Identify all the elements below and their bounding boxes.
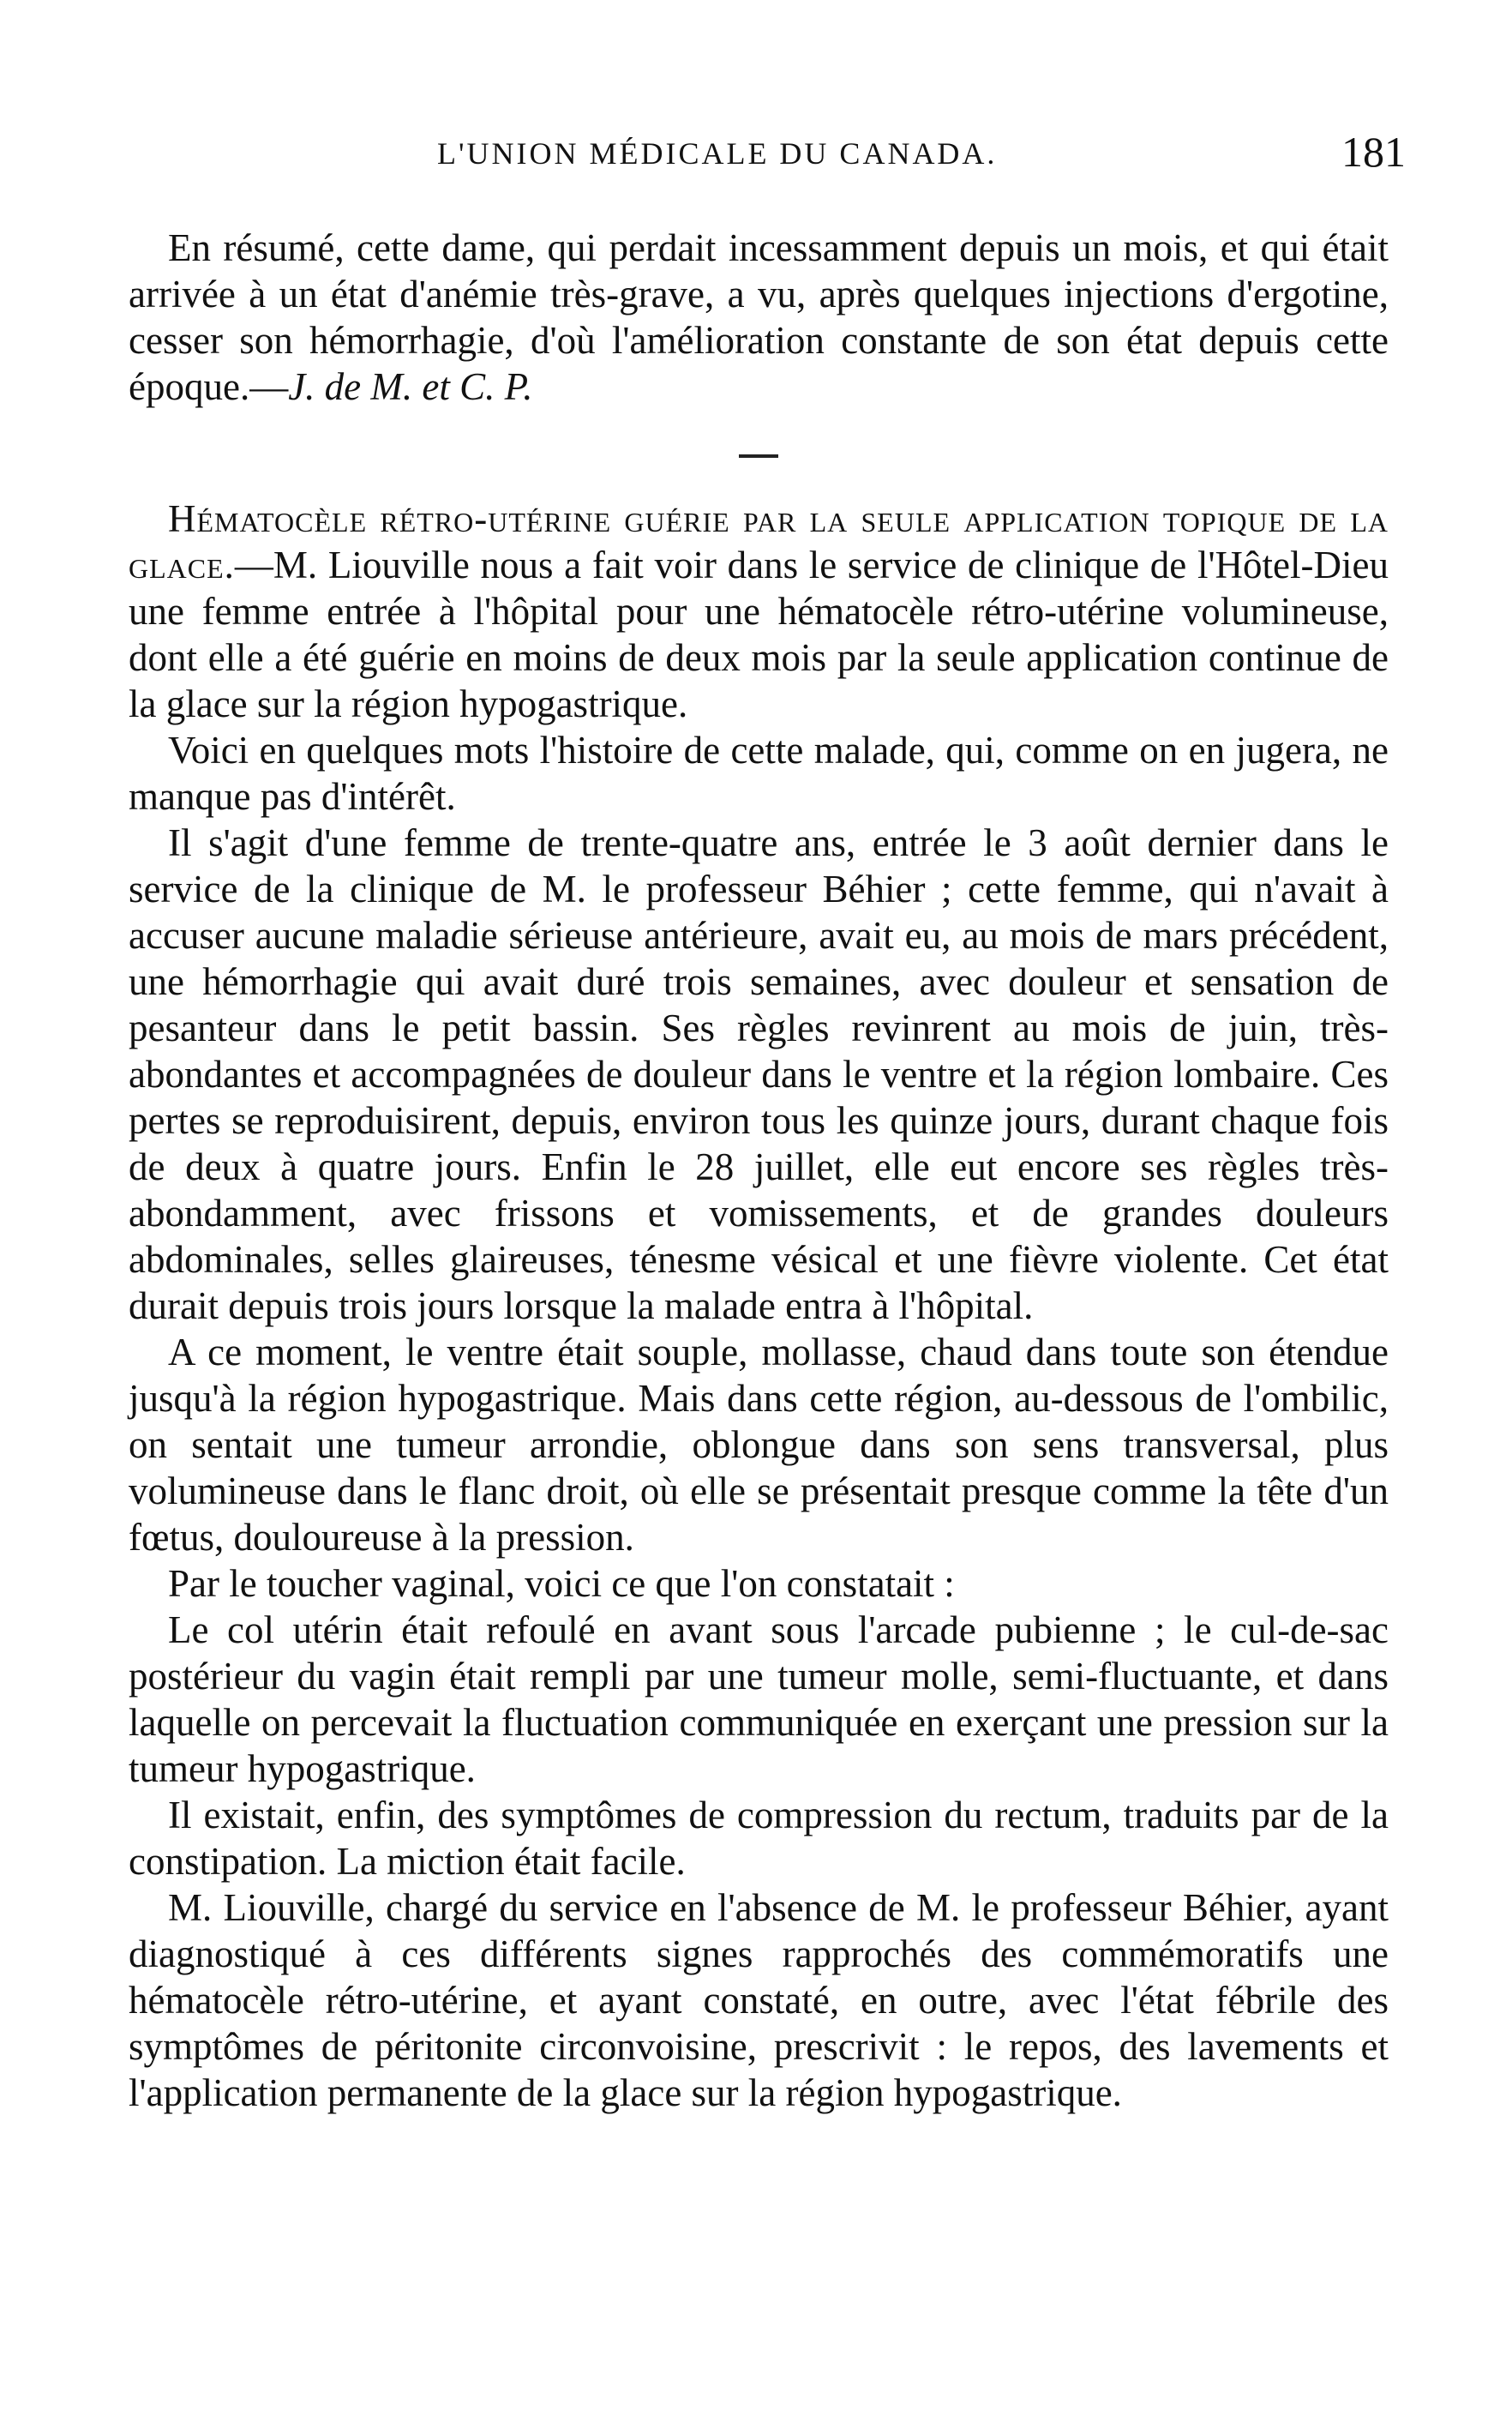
page-body [129, 225, 1389, 2116]
paragraph: M. Liouville, chargé du service en l'absence de M. le professeur Béhier, ayant diagnostiqué à ces différents signes rapprochés des commémoratifs une hématocèle rétro-utérine, et ayant constaté, en outre, avec l'état fébrile des symptômes de péritonite circonvoisine, prescrivit : le repos, des lavements et l'application permanente de la glace sur la région hypogastrique. [129, 1886, 1389, 2114]
page-number: 181 [1341, 128, 1406, 176]
journal-citation: J. de M. et C. P. [288, 365, 533, 408]
paragraph-summary [129, 225, 1389, 410]
paragraph: Voici en quelques mots l'histoire de cette malade, qui, comme on en jugera, ne manque pas d'intérêt. [129, 729, 1389, 818]
article-heading: Hématocèle rétro-utérine guérie par la seule application topique de la glace. [129, 497, 1389, 586]
paragraph: Il s'agit d'une femme de trente-quatre ans, entrée le 3 août dernier dans le service de la clinique de M. le professeur Béhier ; cette femme, qui n'avait à accuser aucune maladie sérieuse antérieure, avait eu, au mois de mars précédent, une hémorrhagie qui avait duré trois semaines, avec douleur et sensation de pesanteur dans le petit bassin. Ses règles revinrent au mois de juin, très-abondantes et accompagnées de douleur dans le ventre et la région lombaire. Ces pertes se reproduisirent, depuis, environ tous les quinze jours, durant chaque fois de deux à quatre jours. Enfin le 28 juillet, elle eut encore ses règles très-abondamment, avec frissons et vomissements, et de grandes douleurs abdominales, selles glaireuses, ténesme vésical et une fièvre violente. Cet état durait depuis trois jours lorsque la malade entra à l'hôpital. [129, 821, 1389, 1327]
paragraph: Il existait, enfin, des symptômes de compression du rectum, traduits par de la constipation. La miction était facile. [129, 1794, 1389, 1883]
page-header [437, 127, 1406, 187]
summary-text: En résumé, cette dame, qui perdait incessamment depuis un mois, et qui était arrivée à un état d'anémie très-grave, a vu, après quelques injections d'ergotine, cesser son hémorrhagie, d'où l'amélioration constante de son état depuis cette époque.— [129, 226, 1389, 408]
running-title: L'UNION MÉDICALE DU CANADA. [437, 136, 998, 171]
paragraph-article-intro [129, 496, 1389, 727]
paragraph: Par le toucher vaginal, voici ce que l'on constatait : [168, 1562, 955, 1605]
paragraph: A ce moment, le ventre était souple, mollasse, chaud dans toute son étendue jusqu'à la région hypogastrique. Mais dans cette région, au-dessous de l'ombilic, on sentait une tumeur arrondie, oblongue dans son sens transversal, plus volumineuse dans le flanc droit, où elle se présentait presque comme la tête d'un fœtus, douloureuse à la pression. [129, 1331, 1389, 1559]
section-divider [739, 454, 778, 458]
article-intro-text: —M. Liouville nous a fait voir dans le service de clinique de l'Hôtel-Dieu une femme entrée à l'hôpital pour une hématocèle rétro-utérine volumineuse, dont elle a été guérie en moins de deux mois par la seule application continue de la glace sur la région hypogastrique. [129, 544, 1389, 725]
paragraph: Le col utérin était refoulé en avant sous l'arcade pubienne ; le cul-de-sac postérieur du vagin était rempli par une tumeur molle, semi-fluctuante, et dans laquelle on percevait la fluctuation communiquée en exerçant une pression sur la tumeur hypogastrique. [129, 1608, 1389, 1790]
